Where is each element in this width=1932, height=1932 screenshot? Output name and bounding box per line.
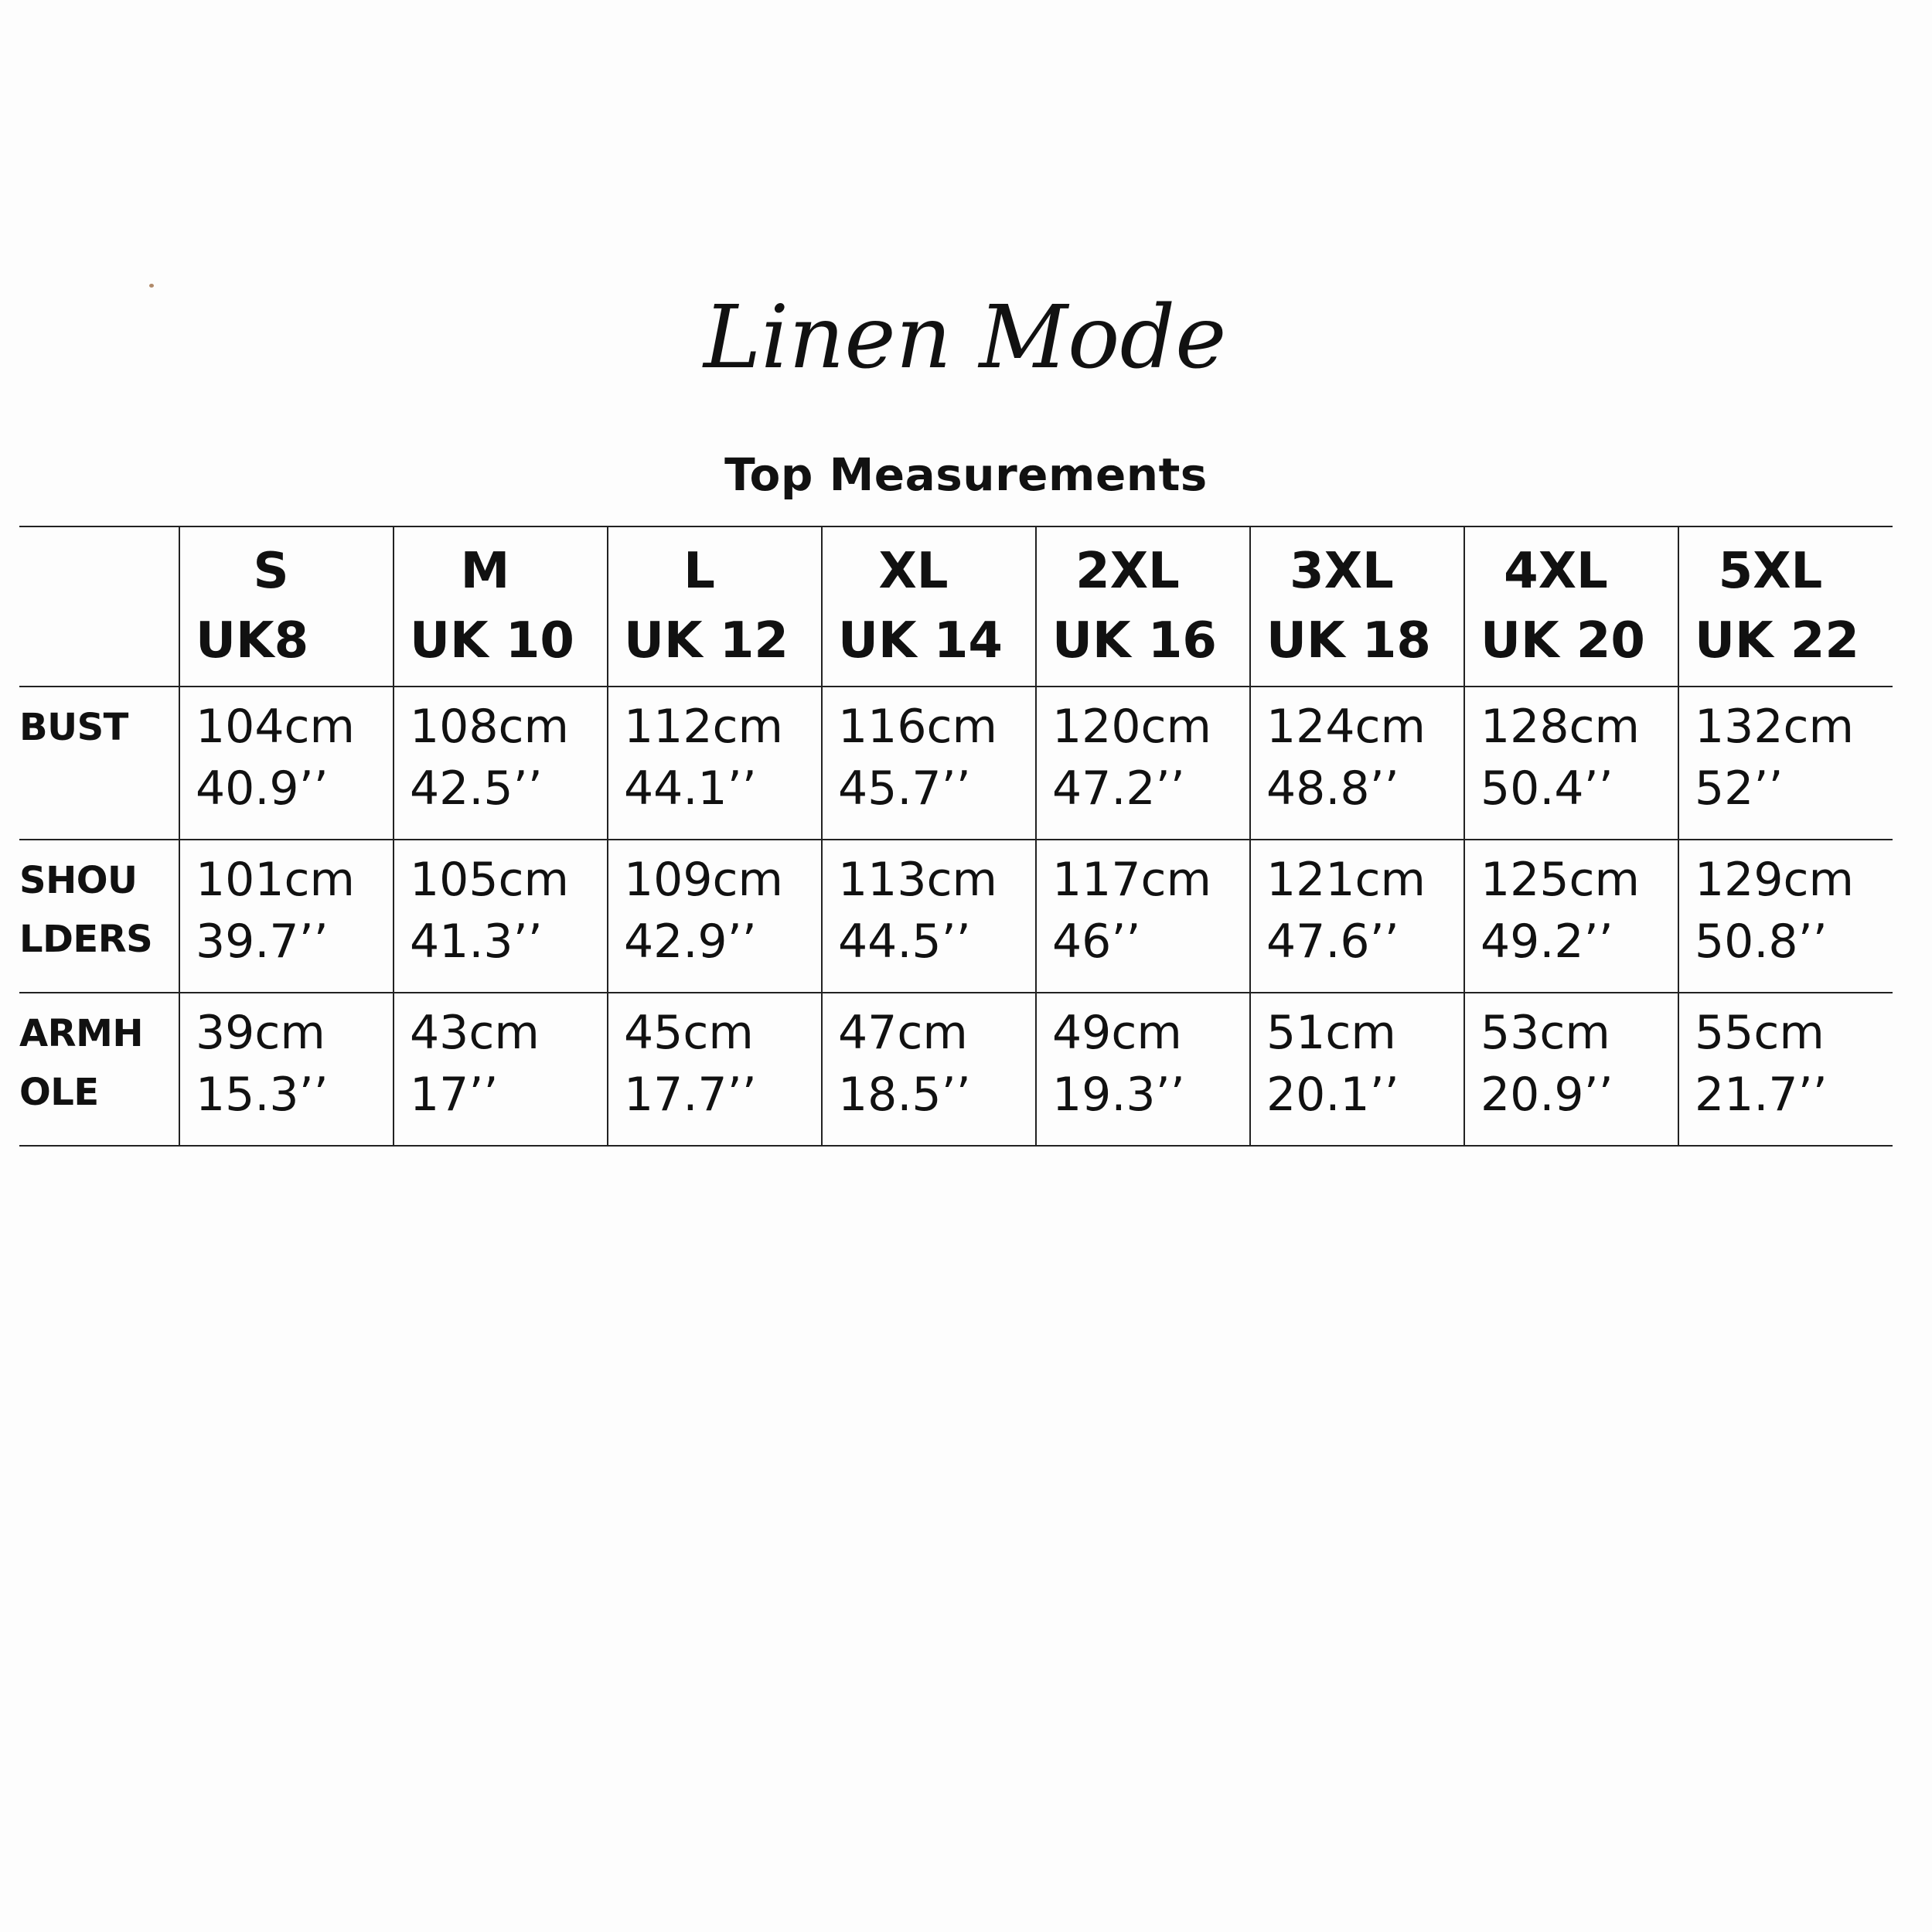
size-letter: 2XL xyxy=(1075,543,1180,600)
value-cm: 108cm xyxy=(410,700,569,754)
size-letter: M xyxy=(460,543,510,600)
size-chart-table xyxy=(19,526,1893,1147)
value-inches: 42.5’’ xyxy=(410,762,543,816)
measurement-label: SHOU LDERS xyxy=(19,840,179,993)
measurement-cell xyxy=(1036,993,1250,1146)
value-inches: 42.9’’ xyxy=(624,915,757,969)
measurement-cell xyxy=(394,840,608,993)
value-inches: 47.6’’ xyxy=(1266,915,1399,969)
measurement-label: BUST xyxy=(19,687,179,840)
measurement-cell xyxy=(1678,993,1893,1146)
value-inches: 20.1’’ xyxy=(1266,1068,1399,1122)
value-inches: 50.4’’ xyxy=(1481,762,1613,816)
size-letter: 3XL xyxy=(1290,543,1394,600)
value-cm: 45cm xyxy=(624,1006,754,1060)
measurement-cell xyxy=(179,840,394,993)
value-inches: 18.5’’ xyxy=(838,1068,971,1122)
paper-speck xyxy=(149,284,154,288)
uk-size: UK 14 xyxy=(838,612,1003,670)
value-cm: 125cm xyxy=(1481,853,1640,907)
value-cm: 39cm xyxy=(196,1006,325,1060)
value-cm: 49cm xyxy=(1052,1006,1182,1060)
measurement-cell xyxy=(608,993,822,1146)
value-inches: 47.2’’ xyxy=(1052,762,1185,816)
size-letter: 4XL xyxy=(1504,543,1608,600)
measurement-cell xyxy=(1250,687,1464,840)
uk-size: UK 12 xyxy=(624,612,789,670)
value-cm: 105cm xyxy=(410,853,569,907)
measurement-cell xyxy=(1678,687,1893,840)
value-inches: 41.3’’ xyxy=(410,915,543,969)
size-column-header xyxy=(179,526,394,687)
measurement-cell xyxy=(822,993,1036,1146)
measurement-cell xyxy=(1678,840,1893,993)
size-letter: S xyxy=(253,543,289,600)
size-header-row xyxy=(19,526,1893,687)
uk-size: UK8 xyxy=(196,612,309,670)
value-cm: 112cm xyxy=(624,700,783,754)
measurement-row xyxy=(19,993,1893,1146)
value-inches: 21.7’’ xyxy=(1695,1068,1828,1122)
value-cm: 43cm xyxy=(410,1006,540,1060)
measurement-cell xyxy=(1250,993,1464,1146)
value-inches: 45.7’’ xyxy=(838,762,971,816)
value-inches: 44.5’’ xyxy=(838,915,971,969)
value-inches: 49.2’’ xyxy=(1481,915,1613,969)
corner-cell xyxy=(19,526,179,687)
value-inches: 46’’ xyxy=(1052,915,1141,969)
measurement-cell xyxy=(179,687,394,840)
size-letter: L xyxy=(683,543,715,600)
measurement-cell xyxy=(1464,993,1678,1146)
value-cm: 129cm xyxy=(1695,853,1854,907)
size-letter: 5XL xyxy=(1718,543,1823,600)
size-column-header xyxy=(608,526,822,687)
measurement-cell xyxy=(1036,687,1250,840)
size-column-header xyxy=(822,526,1036,687)
value-inches: 52’’ xyxy=(1695,762,1784,816)
value-inches: 39.7’’ xyxy=(196,915,329,969)
value-cm: 51cm xyxy=(1266,1006,1396,1060)
value-cm: 121cm xyxy=(1266,853,1426,907)
size-column-header xyxy=(1464,526,1678,687)
measurement-cell xyxy=(394,993,608,1146)
value-inches: 19.3’’ xyxy=(1052,1068,1185,1122)
value-cm: 116cm xyxy=(838,700,997,754)
value-cm: 128cm xyxy=(1481,700,1640,754)
value-cm: 132cm xyxy=(1695,700,1854,754)
value-inches: 15.3’’ xyxy=(196,1068,329,1122)
measurement-row xyxy=(19,687,1893,840)
value-inches: 40.9’’ xyxy=(196,762,329,816)
value-inches: 48.8’’ xyxy=(1266,762,1399,816)
size-column-header xyxy=(1678,526,1893,687)
value-cm: 109cm xyxy=(624,853,783,907)
uk-size: UK 22 xyxy=(1695,612,1859,670)
measurement-cell xyxy=(608,840,822,993)
uk-size: UK 18 xyxy=(1266,612,1431,670)
uk-size: UK 16 xyxy=(1052,612,1217,670)
measurement-cell xyxy=(822,687,1036,840)
value-inches: 17.7’’ xyxy=(624,1068,757,1122)
value-cm: 113cm xyxy=(838,853,997,907)
measurement-cell xyxy=(1036,840,1250,993)
measurement-cell xyxy=(1250,840,1464,993)
value-cm: 53cm xyxy=(1481,1006,1610,1060)
value-inches: 50.8’’ xyxy=(1695,915,1828,969)
measurement-cell xyxy=(1464,687,1678,840)
size-column-header xyxy=(394,526,608,687)
measurement-cell xyxy=(1464,840,1678,993)
measurement-cell xyxy=(822,840,1036,993)
measurement-cell xyxy=(179,993,394,1146)
value-inches: 17’’ xyxy=(410,1068,499,1122)
value-cm: 104cm xyxy=(196,700,355,754)
value-inches: 44.1’’ xyxy=(624,762,757,816)
measurement-cell xyxy=(394,687,608,840)
value-cm: 124cm xyxy=(1266,700,1426,754)
size-column-header xyxy=(1036,526,1250,687)
measurement-cell xyxy=(608,687,822,840)
size-letter: XL xyxy=(878,543,949,600)
value-cm: 47cm xyxy=(838,1006,968,1060)
value-cm: 101cm xyxy=(196,853,355,907)
uk-size: UK 10 xyxy=(410,612,574,670)
value-cm: 117cm xyxy=(1052,853,1211,907)
brand-logo xyxy=(696,282,1237,398)
measurement-label: ARMH OLE xyxy=(19,993,179,1146)
value-inches: 20.9’’ xyxy=(1481,1068,1613,1122)
value-cm: 120cm xyxy=(1052,700,1211,754)
brand-logo-text: Linen Mode xyxy=(704,288,1227,388)
size-column-header xyxy=(1250,526,1464,687)
value-cm: 55cm xyxy=(1695,1006,1825,1060)
page-title: Top Measurements xyxy=(724,448,1208,501)
measurement-row xyxy=(19,840,1893,993)
uk-size: UK 20 xyxy=(1481,612,1645,670)
